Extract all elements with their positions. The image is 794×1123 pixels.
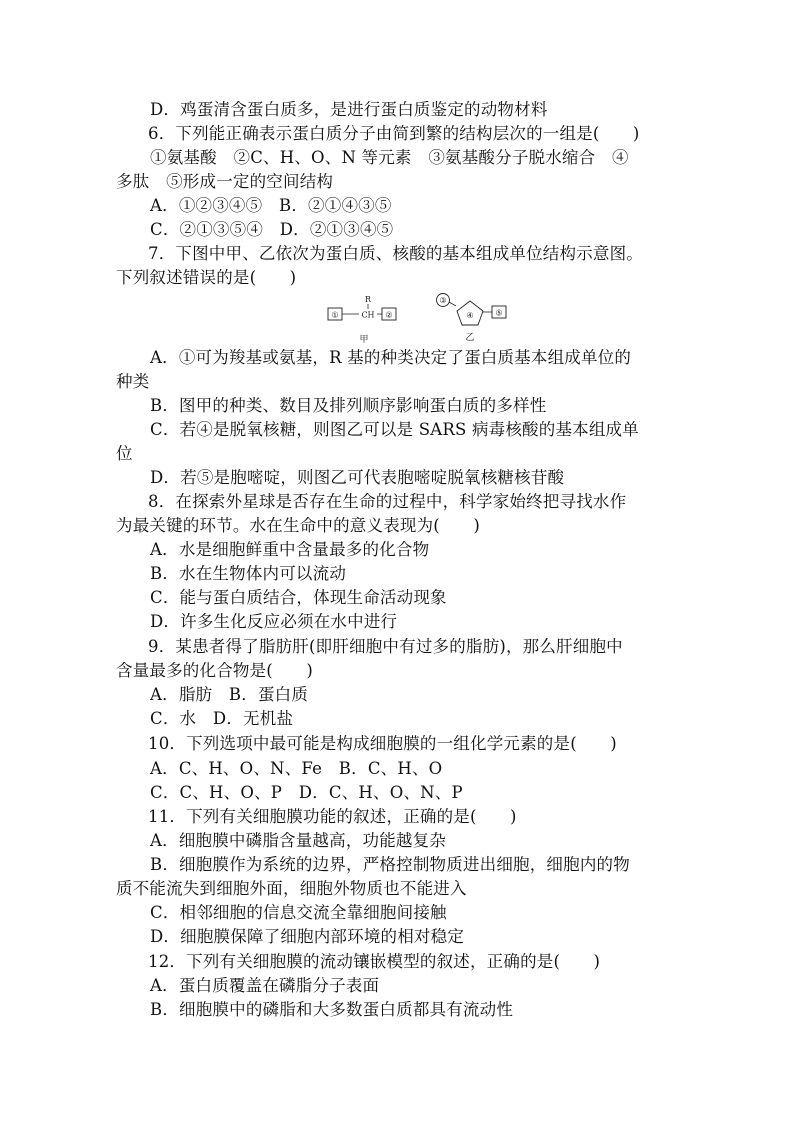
q7-option-a-line1: A．①可为羧基或氨基，R 基的种类决定了蛋白质基本组成单位的 (150, 348, 632, 367)
q8-stem-line2: 为最关键的环节。水在生命中的意义表现为( ) (116, 516, 480, 535)
q6-options-ab: A．①②③④⑤ B．②①④③⑤ (150, 196, 392, 215)
q7-option-d: D．若⑤是胞嘧啶，则图乙可代表胞嘧啶脱氧核糖核苷酸 (150, 468, 565, 487)
q9-options-ab: A．脂肪 B．蛋白质 (150, 685, 309, 704)
q9-stem-line2: 含量最多的化合物是( ) (116, 661, 313, 680)
q11-stem: 11．下列有关细胞膜功能的叙述，正确的是( ) (148, 807, 517, 826)
figure-jia (328, 295, 396, 345)
q6-items-line1: ①氨基酸 ②C、H、O、N 等元素 ③氨基酸分子脱水缩合 ④ (150, 148, 629, 167)
q6-stem: 6．下列能正确表示蛋白质分子由简到繁的结构层次的一组是( ) (148, 124, 640, 143)
q12-option-b: B．细胞膜中的磷脂和大多数蛋白质都具有流动性 (150, 1000, 514, 1019)
q8-option-a: A．水是细胞鲜重中含量最多的化合物 (150, 540, 430, 559)
q7-option-b: B．图甲的种类、数目及排列顺序影响蛋白质的多样性 (150, 396, 547, 415)
circle-3-label: ③ (439, 296, 447, 305)
q7-figure (324, 292, 524, 350)
q9-options-cd: C．水 D．无机盐 (150, 709, 294, 728)
q11-option-c: C．相邻细胞的信息交流全靠细胞间接触 (150, 903, 447, 922)
q10-options-cd: C．C、H、O、P D．C、H、O、N、P (150, 783, 463, 802)
box-5-label: ⑤ (495, 308, 503, 318)
q10-options-ab: A．C、H、O、N、Fe B．C、H、O (150, 759, 443, 778)
q7-option-a-line2: 种类 (116, 372, 150, 391)
q7-option-c-line1: C．若④是脱氧核糖，则图乙可以是 SARS 病毒核酸的基本组成单 (150, 420, 639, 439)
q11-option-a: A．细胞膜中磷脂含量越高，功能越复杂 (150, 831, 447, 850)
box-2-label: ② (385, 310, 393, 320)
box-1-label: ① (331, 310, 339, 320)
q7-stem-line2: 下列叙述错误的是( ) (116, 268, 297, 287)
q8-option-b: B．水在生物体内可以流动 (150, 564, 347, 583)
q11-option-b-line1: B．细胞膜作为系统的边界，严格控制物质进出细胞，细胞内的物 (150, 855, 630, 874)
pentagon-4-label: ④ (466, 311, 474, 320)
q11-option-b-line2: 质不能流失到细胞外面，细胞外物质也不能进入 (116, 879, 467, 898)
q12-stem: 12．下列有关细胞膜的流动镶嵌模型的叙述，正确的是( ) (148, 952, 601, 971)
q10-stem: 10．下列选项中最可能是构成细胞膜的一组化学元素的是( ) (148, 734, 617, 753)
q11-option-d: D．细胞膜保障了细胞内部环境的相对稳定 (150, 927, 465, 946)
bond-phosphate (449, 302, 456, 306)
caption-jia: 甲 (359, 335, 369, 345)
q8-option-c: C．能与蛋白质结合，体现生命活动现象 (150, 588, 447, 607)
q9-stem-line1: 9．某患者得了脂肪肝(即肝细胞中有过多的脂肪)，那么肝细胞中 (148, 637, 623, 656)
q6-items-line2: 多肽 ⑤形成一定的空间结构 (116, 172, 334, 191)
caption-yi: 乙 (465, 333, 475, 343)
figure-yi (437, 294, 507, 344)
q5-option-d: D．鸡蛋清含蛋白质多，是进行蛋白质鉴定的动物材料 (150, 100, 548, 119)
ch-label: CH (361, 310, 375, 320)
q8-stem-line1: 8．在探索外星球是否存在生命的过程中，科学家始终把寻找水作 (148, 492, 627, 511)
q7-option-c-line2: 位 (116, 444, 133, 463)
q7-stem-line1: 7．下图中甲、乙依次为蛋白质、核酸的基本组成单位结构示意图。 (148, 244, 643, 263)
r-group-label: R (364, 295, 372, 304)
q12-option-a: A．蛋白质覆盖在磷脂分子表面 (150, 976, 380, 995)
q6-options-cd: C．②①③⑤④ D．②①③④⑤ (150, 220, 394, 239)
q8-option-d: D．许多生化反应必须在水中进行 (150, 612, 398, 631)
